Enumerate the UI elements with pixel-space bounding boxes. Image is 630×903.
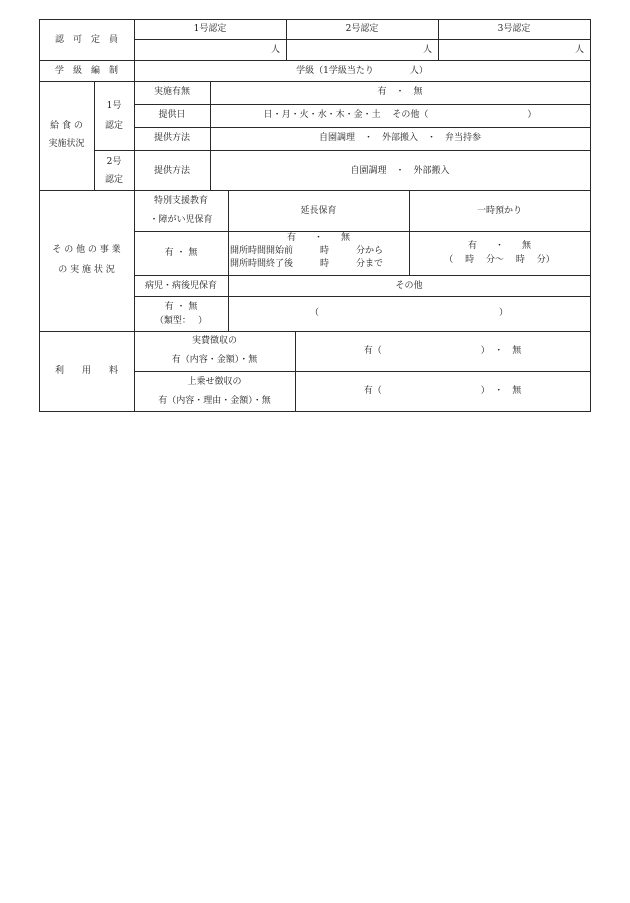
extra-fee-value: 有（ ） ・ 無 [363, 386, 522, 396]
extra-fee-line1: 上乗せ徴収の [187, 377, 242, 387]
capacity-label: 認 可 定 員 [54, 35, 118, 45]
rule [590, 19, 591, 412]
class-org-label: 学 級 編 制 [54, 66, 118, 76]
misc-value: （ ） [309, 308, 508, 318]
meal-cert1-line1: 1号 [106, 101, 122, 111]
cert1-unit: 人 [270, 45, 280, 55]
rule [39, 331, 591, 332]
rule [94, 150, 591, 151]
cert2-header: 2号認定 [345, 24, 379, 34]
meal-method1-label: 提供方法 [153, 133, 190, 143]
meal-implemented-label: 実施有無 [153, 87, 190, 97]
sick-care-label: 病児・病後児保育 [144, 281, 217, 291]
meal-days-value: 日・月・火・水・木・金・土 その他（ ） [263, 110, 537, 120]
actual-cost-line2: 有（内容・金額）・無 [171, 355, 258, 365]
special-support-line1: 特別支援教育 [153, 196, 208, 206]
meal-method2-label: 提供方法 [153, 166, 190, 176]
rule [39, 19, 40, 412]
extended-care-before: 開所時間開始前 時 分から [230, 246, 384, 256]
rule [39, 81, 591, 82]
meal-implemented-value: 有 ・ 無 [377, 87, 423, 97]
class-org-value: 学級（1学級当たり 人） [296, 66, 428, 76]
rule [295, 331, 296, 412]
rule [134, 275, 591, 276]
extended-care-yn: 有 ・ 無 [286, 233, 350, 243]
meal-cert1-line2: 認定 [104, 121, 123, 131]
cert3-unit: 人 [574, 45, 584, 55]
misc-label: その他 [395, 281, 423, 291]
cert3-header: 3号認定 [497, 24, 531, 34]
extended-care-after: 開所時間終了後 時 分まで [230, 259, 384, 269]
rule [39, 190, 591, 191]
meal-label-line2: 実施状況 [48, 139, 85, 149]
actual-cost-value: 有（ ） ・ 無 [363, 346, 522, 356]
temp-care-yn: 有 ・ 無 [467, 241, 531, 251]
rule [134, 39, 591, 40]
rule [134, 296, 591, 297]
actual-cost-line1: 実費徴収の [191, 336, 237, 346]
temp-care-time: （ 時 分〜 時 分） [444, 255, 555, 265]
fees-label: 利 用 料 [54, 366, 118, 376]
extended-care-label: 延長保育 [300, 206, 337, 216]
rule [134, 371, 591, 372]
other-label-line2: の 実 施 状 況 [58, 265, 115, 275]
rule [134, 127, 591, 128]
meal-method1-value: 自園調理 ・ 外部搬入 ・ 弁当持参 [318, 133, 481, 143]
other-label-line1: そ の 他 の 事 業 [52, 245, 121, 255]
sick-care-yn: 有 ・ 無 [164, 302, 198, 312]
meal-label-line1: 給 食 の [50, 121, 83, 131]
sick-care-type: （類型： ） [154, 316, 208, 326]
extra-fee-line2: 有（内容・理由・金額）・無 [158, 396, 271, 406]
meal-cert2-line1: 2号 [106, 157, 122, 167]
meal-days-label: 提供日 [158, 110, 186, 120]
temp-care-label: 一時預かり [476, 206, 522, 216]
special-support-line2: ・障がい児保育 [149, 215, 213, 225]
rule [39, 60, 591, 61]
rule [39, 19, 591, 20]
rule [134, 104, 591, 105]
special-support-value: 有 ・ 無 [164, 248, 198, 258]
cert2-unit: 人 [422, 45, 432, 55]
facility-form-table [39, 19, 591, 412]
rule [39, 411, 591, 412]
cert1-header: 1号認定 [193, 24, 227, 34]
meal-method2-value: 自園調理 ・ 外部搬入 [350, 166, 450, 176]
meal-cert2-line2: 認定 [104, 175, 123, 185]
